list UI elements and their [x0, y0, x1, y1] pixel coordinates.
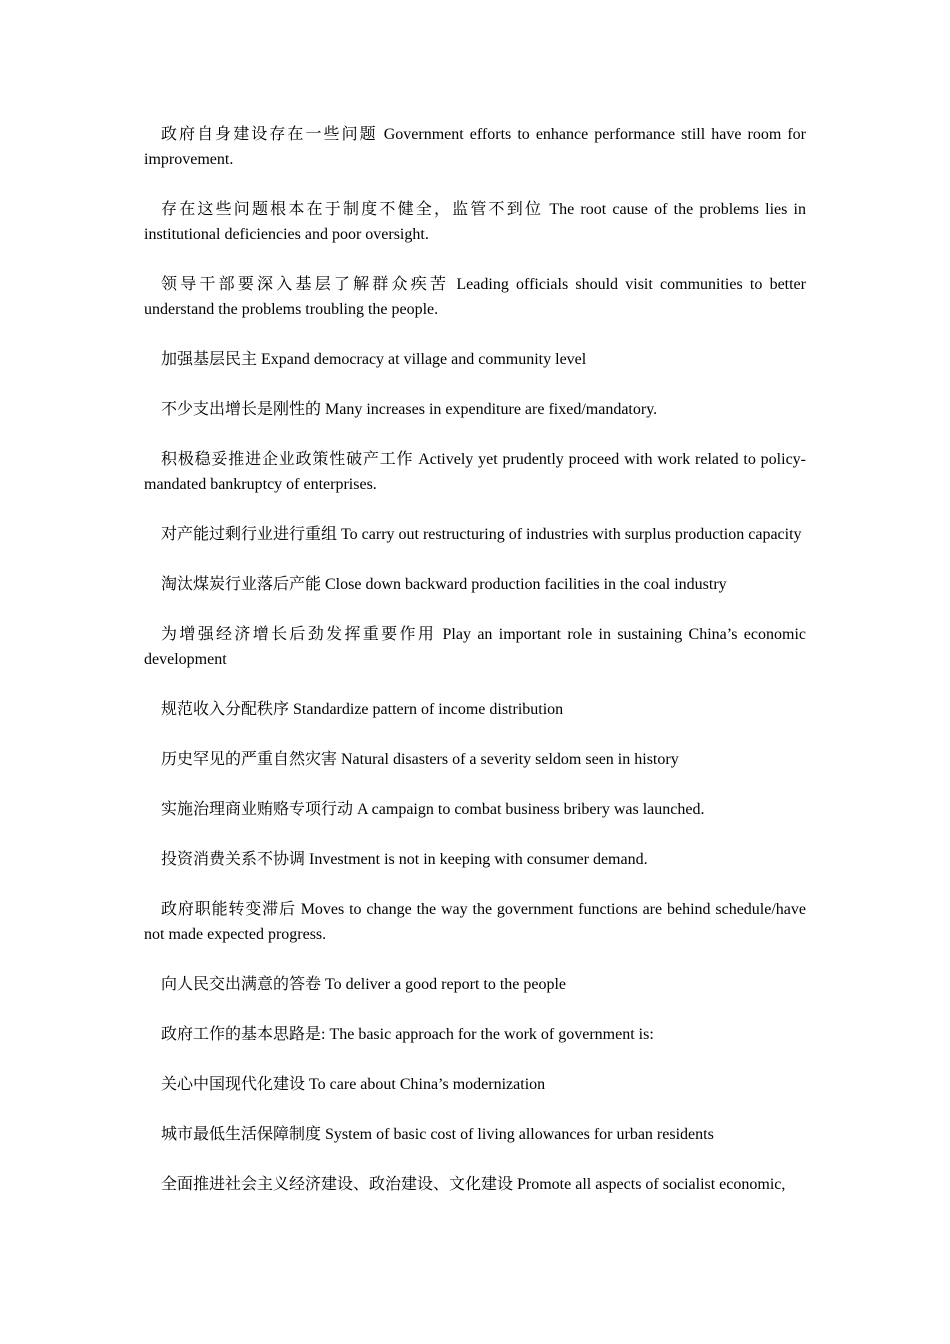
- paragraph: 政府职能转变滞后 Moves to change the way the government functions are behind schedule/have not made expected progress.: [144, 901, 806, 943]
- paragraph: 不少支出增长是刚性的 Many increases in expenditure are fixed/mandatory.: [161, 401, 658, 418]
- paragraph: 投资消费关系不协调 Investment is not in keeping with consumer demand.: [161, 851, 648, 868]
- paragraph: 为增强经济增长后劲发挥重要作用 Play an important role in sustaining China’s economic development: [144, 626, 806, 668]
- paragraph: 领导干部要深入基层了解群众疾苦 Leading officials should visit communities to better understand the problems troubling the people.: [144, 276, 806, 318]
- paragraph: 对产能过剩行业进行重组 To carry out restructuring of industries with surplus production capacity: [161, 526, 802, 543]
- paragraph: 全面推进社会主义经济建设、政治建设、文化建设 Promote all aspects of socialist economic,: [161, 1176, 786, 1193]
- paragraph: 政府自身建设存在一些问题 Government efforts to enhance performance still have room for improvement.: [144, 126, 806, 168]
- paragraph: 积极稳妥推进企业政策性破产工作 Actively yet prudently proceed with work related to policy-mandated bankruptcy of enterprises.: [144, 451, 806, 493]
- paragraph: 关心中国现代化建设 To care about China’s modernization: [161, 1076, 546, 1093]
- document-page: [144, 122, 806, 1222]
- paragraph: 实施治理商业贿赂专项行动 A campaign to combat business bribery was launched.: [161, 801, 705, 818]
- paragraph: 向人民交出满意的答卷 To deliver a good report to the people: [161, 976, 567, 993]
- paragraph: 淘汰煤炭行业落后产能 Close down backward production facilities in the coal industry: [161, 576, 727, 593]
- paragraph: 城市最低生活保障制度 System of basic cost of living allowances for urban residents: [161, 1126, 714, 1143]
- paragraph: 历史罕见的严重自然灾害 Natural disasters of a severity seldom seen in history: [161, 751, 679, 768]
- paragraph: 加强基层民主 Expand democracy at village and community level: [161, 351, 587, 368]
- paragraph: 规范收入分配秩序 Standardize pattern of income distribution: [161, 701, 564, 718]
- paragraph: 存在这些问题根本在于制度不健全，监管不到位 The root cause of the problems lies in institutional deficiencies and poor oversight.: [144, 201, 806, 243]
- paragraph: 政府工作的基本思路是: The basic approach for the work of government is:: [161, 1026, 654, 1043]
